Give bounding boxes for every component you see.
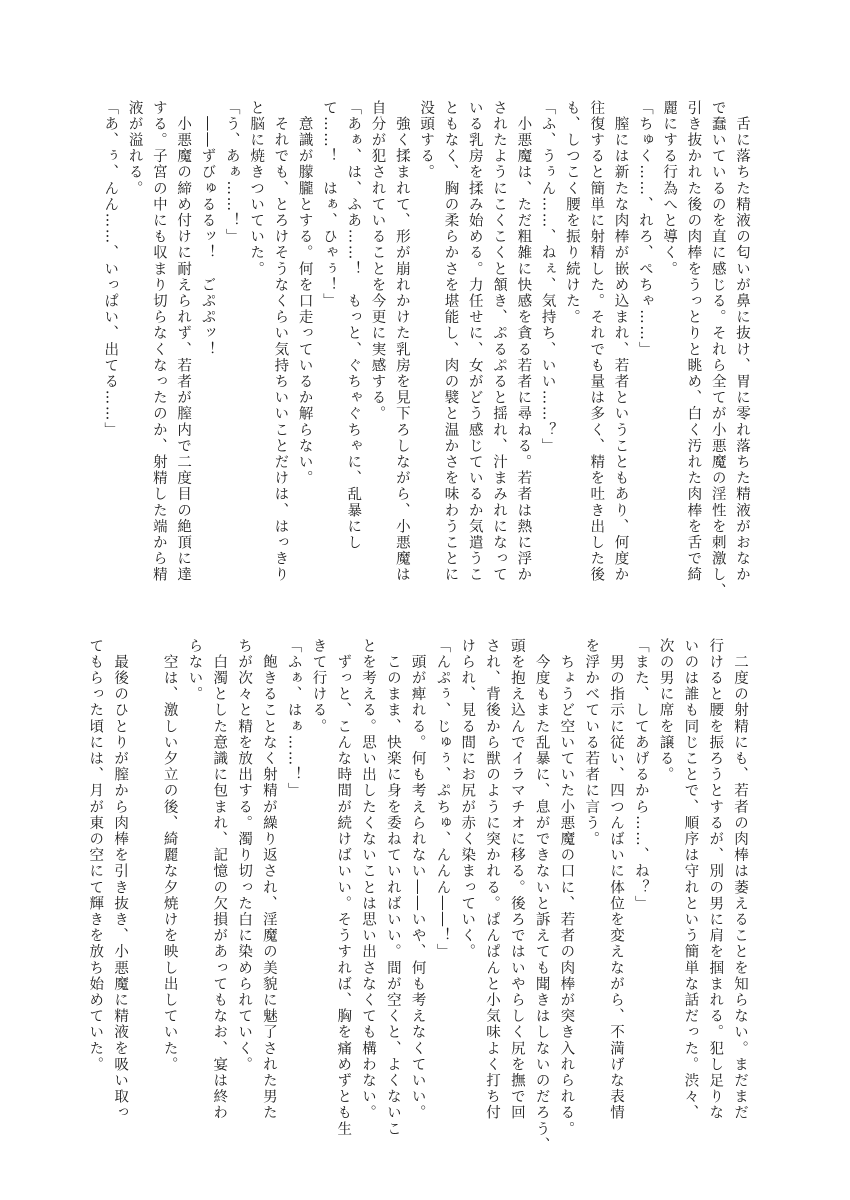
text-line: らない。 [186,638,203,703]
text-line: このまま、快楽に身を委ねていればいい。間が空くと、よくないこ [384,638,401,1138]
text-line: 「ふぁ、はぁ……！」 [285,638,302,799]
text-line: 「また、してあげるから……、ね？」 [632,638,649,912]
text-line: 「う、あぁ……！」 [223,100,240,245]
text-line: 「ちゅく……、れろ、ぺちゃ……」 [636,100,653,358]
text-line: されたようにこくこくと頷き、ぷるぷると揺れ、汁まみれになって [491,100,508,583]
text-line: 白濁とした意識に包まれ、記憶の欠損があってもなお、宴は終わ [211,638,228,1121]
text-line: いのは誰も同じことで、順序は守れという簡単な話だった。渋々、 [682,638,699,1121]
text-line: 引き抜かれた後の肉棒をうっとりと眺め、白く汚れた肉棒を舌で綺 [685,100,702,583]
text-line: 最後のひとりが膣から肉棒を引き抜き、小悪魔に精液を吸い取っ [112,638,129,1121]
text-line: けられ、見る間にお尻が赤く染まっていく。 [459,638,476,960]
text-line: と脳に焼きついていた。 [248,100,265,278]
text-line: ずっと、こんな時間が続けばいい。そうすれば、胸を痛めずとも生 [335,638,352,1138]
text-line: 飽きることなく射精が繰り返され、淫魔の美貌に魅了された男た [260,638,277,1121]
text-line: 舌に落ちた精液の匂いが鼻に抜け、胃に零れ落ちた精液がおなか [734,100,750,583]
text-line: で蠢いているのを直に感じる。それら全てが小悪魔の淫性を刺激し、 [709,100,726,600]
text-line: 小悪魔の締め付けに耐えられず、若者が膣内で二度目の絶頂に達 [175,100,192,583]
text-line: てもらった頃には、月が東の空にて輝きを放ち始めていた。 [87,638,104,1073]
text-line: 「ふ、うぅん……、ねぇ、気持ち、いい……？」 [539,100,556,455]
text-line: 空は、激しい夕立の後、綺麗な夕焼けを映し出していた。 [161,638,178,1073]
text-line: 二度の射精にも、若者の肉棒は萎えることを知らない。まだまだ [732,638,748,1121]
text-line: て……！ はぁ、ひゃぅ！」 [320,100,337,310]
text-line: きて行ける。 [310,638,327,735]
text-line: 今度もまた乱暴に、息ができないと訴えても聞きはしないのだろう、 [533,638,550,1154]
text-line: ちょうど空いていた小悪魔の口に、若者の肉棒が突き入れられる。 [558,638,575,1138]
text-line: 膣には新たな肉棒が嵌め込まれ、若者ということもあり、何度か [612,100,629,583]
text-line: 小悪魔は、ただ粗雑に快感を貪る若者に尋ねる。若者は熱に浮か [515,100,532,583]
text-line: 「あ、ぅ、んん……、いっぱい、出てる……」 [102,100,119,439]
text-line: 液が溢れる。 [126,100,143,197]
text-line: 次の男に席を譲る。 [657,638,674,783]
text-line: ともなく、胸の柔らかさを堪能し、肉の襞と温かさを味わうことに [442,100,459,583]
text-line: を浮かべている若者に言う。 [583,638,600,848]
bottom-text-block [82,638,752,1152]
text-line: ちが次々と精を放出する。濁り切った白に染められていく。 [236,638,253,1073]
text-line: 自分が犯されていることを今更に実感する。 [369,100,386,422]
text-line: 意識が朦朧とする。何を口走っているか解らない。 [296,100,313,487]
text-line: する。子宮の中にも収まり切らなくなったのか、射精した端から精 [150,100,167,583]
text-line: され、背後から獣のように突かれる。ぱんぱんと小気味よく打ち付 [484,638,501,1121]
text-line: それでも、とろけそうなくらい気持ちいいことだけは、はっきり [272,100,289,583]
text-line: 男の指示に従い、四つんばいに体位を変えながら、不満げな表情 [608,638,625,1121]
text-line: とを考える。思い出したくないことは思い出さなくても構わない。 [360,638,377,1121]
text-line: いる乳房を揉み始める。力任せに、女がどう感じているか気遣うこ [466,100,483,583]
text-line: ――ずびゅるるッ！ ごぷぷッ！ [199,100,216,358]
text-line: 往復すると簡単に射精した。それでも量は多く、精を吐き出した後 [588,100,605,583]
text-line: 麗にする行為へと導く。 [661,100,678,278]
text-line: 没頭する。 [418,100,435,181]
text-line: も、しつこく腰を振り続けた。 [563,100,580,326]
text-line: 「んぷぅ、じゅぅ、ぷちゅ、んんん――！」 [434,638,451,960]
text-line: 行けると腰を振ろうとするが、別の男に肩を掴まれる。犯し足りな [707,638,724,1121]
text-line: 頭を抱え込んでイラマチオに移る。後ろではいやらしく尻を撫で回 [508,638,525,1121]
text-line [132,638,157,1152]
text-line: 強く揉まれて、形が崩れかけた乳房を見下ろしながら、小悪魔は [393,100,410,583]
text-line: 頭が痺れる。何も考えられない――いや、何も考えなくていい。 [409,638,426,1121]
text-line: 「あぁ、は、ふあ……！ もっと、ぐちゃぐちゃに、乱暴にし [345,100,362,551]
top-text-block [98,100,754,612]
